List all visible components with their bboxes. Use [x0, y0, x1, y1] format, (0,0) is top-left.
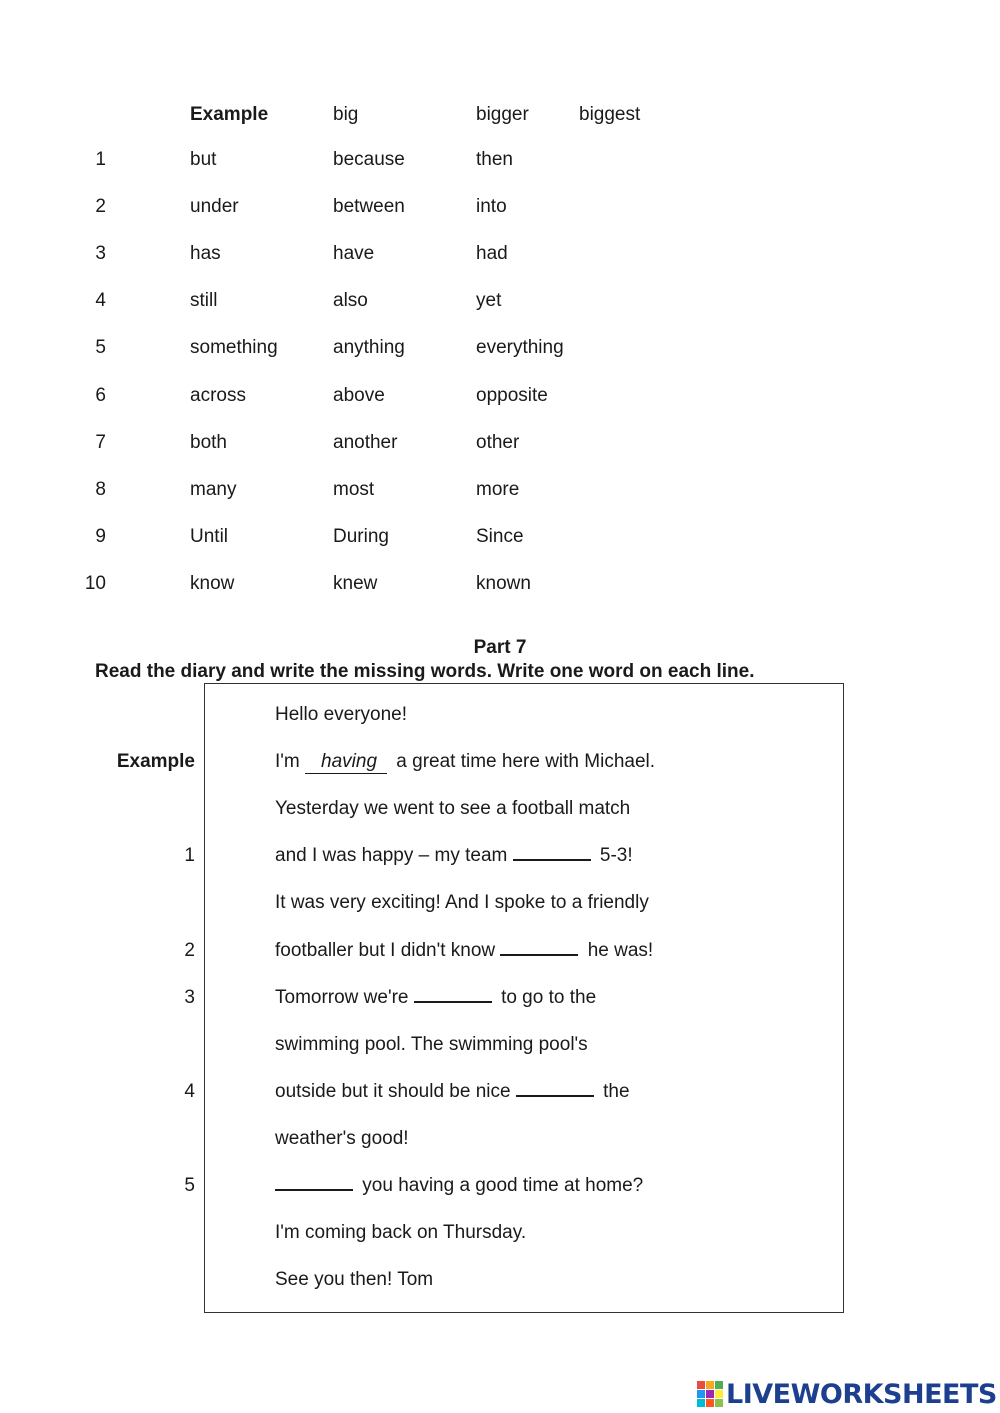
diary-text: weather's good! [275, 1127, 409, 1149]
word-option: known [476, 572, 531, 594]
word-option: many [190, 478, 237, 500]
diary-line [275, 845, 633, 867]
word-option: something [190, 337, 278, 359]
row-number: 10 [84, 572, 106, 594]
diary-text: I'm coming back on Thursday. [275, 1222, 527, 1244]
diary-text: and I was happy – my team [275, 845, 513, 867]
word-option: anything [333, 337, 405, 359]
example-word: big [333, 104, 359, 125]
word-option: still [190, 290, 218, 312]
question-number: 3 [184, 986, 195, 1008]
word-option: has [190, 243, 221, 265]
diary-example-label: Example [116, 751, 195, 773]
question-number: 1 [184, 845, 195, 867]
answer-blank[interactable] [516, 1094, 594, 1097]
logo-square [715, 1381, 723, 1389]
word-option: both [190, 431, 227, 453]
word-option: Until [190, 525, 229, 547]
answer-blank[interactable] [500, 953, 578, 956]
diary-text: he was! [587, 939, 654, 961]
row-number: 4 [95, 290, 106, 312]
logo-square [706, 1381, 714, 1389]
diary-line [275, 892, 649, 914]
diary-line [275, 1222, 526, 1244]
diary-text: Tomorrow we're [275, 986, 414, 1008]
logo-square [706, 1399, 714, 1407]
diary-text: swimming pool. The swimming pool's [275, 1033, 588, 1055]
word-option: another [333, 431, 398, 453]
word-option: more [476, 478, 520, 500]
logo-square [706, 1390, 714, 1398]
word-option: above [333, 384, 385, 406]
diary-line [275, 1081, 630, 1103]
logo-square [715, 1399, 723, 1407]
diary-text: outside but it should be nice [275, 1080, 516, 1102]
word-option: into [476, 196, 507, 218]
diary-line [275, 987, 596, 1009]
diary-line [275, 1175, 643, 1197]
word-option: Since [476, 525, 524, 547]
answer-blank[interactable] [513, 858, 591, 861]
word-option: knew [333, 572, 378, 594]
word-option: most [333, 478, 375, 500]
logo-square [697, 1390, 705, 1398]
diary-text: a great time here with Michael. [396, 751, 656, 773]
diary-text: See you then! Tom [275, 1269, 434, 1291]
word-option: know [190, 572, 235, 594]
diary-line [275, 798, 630, 820]
diary-text: Yesterday we went to see a football match [275, 798, 631, 820]
word-option: have [333, 243, 375, 265]
word-option: between [333, 196, 405, 218]
diary-line [275, 940, 653, 962]
word-option: yet [476, 290, 502, 312]
diary-line [275, 751, 655, 774]
word-option: across [190, 384, 246, 406]
diary-text: the [603, 1080, 630, 1102]
row-number: 9 [95, 525, 106, 547]
row-number: 6 [95, 384, 106, 406]
diary-text: Hello everyone! [275, 704, 408, 725]
word-option: everything [476, 337, 564, 359]
liveworksheets-logo [697, 1377, 997, 1411]
logo-grid-icon [697, 1381, 723, 1407]
word-option: because [333, 149, 405, 170]
word-option: During [333, 525, 389, 547]
word-option: had [476, 243, 508, 265]
example-word: biggest [579, 104, 641, 125]
answer-blank[interactable] [414, 1000, 492, 1003]
word-option: but [190, 149, 217, 170]
word-option: under [190, 196, 239, 218]
question-number: 4 [184, 1080, 195, 1102]
diary-line [275, 1128, 409, 1150]
example-answer: having [305, 751, 387, 774]
diary-text: to go to the [501, 986, 597, 1008]
part-instruction: Read the diary and write the missing words. Write one word on each line. [95, 661, 755, 682]
logo-square [697, 1399, 705, 1407]
diary-text: It was very exciting! And I spoke to a friendly [275, 892, 649, 914]
row-number: 1 [95, 149, 106, 170]
word-option: opposite [476, 384, 548, 406]
part-title: Part 7 [473, 637, 527, 658]
logo-square [715, 1390, 723, 1398]
diary-text: I'm [275, 751, 306, 773]
logo-square [697, 1381, 705, 1389]
row-number: 7 [95, 431, 106, 453]
example-label: Example [190, 104, 269, 125]
word-option: also [333, 290, 368, 312]
row-number: 5 [95, 337, 106, 359]
diary-text: footballer but I didn't know [275, 939, 501, 961]
diary-text: you having a good time at home? [362, 1175, 644, 1196]
row-number: 2 [95, 196, 106, 218]
question-number: 5 [184, 1175, 195, 1196]
diary-line [275, 1034, 588, 1056]
example-word: bigger [476, 104, 529, 125]
diary-line [275, 704, 407, 726]
question-number: 2 [184, 939, 195, 961]
logo-text: LIVEWORKSHEETS [726, 1378, 997, 1410]
word-option: other [476, 431, 520, 453]
row-number: 3 [95, 243, 106, 265]
answer-blank[interactable] [275, 1188, 353, 1191]
row-number: 8 [95, 478, 106, 500]
diary-line [275, 1269, 433, 1291]
word-option: then [476, 149, 513, 170]
diary-text: 5-3! [599, 845, 633, 867]
